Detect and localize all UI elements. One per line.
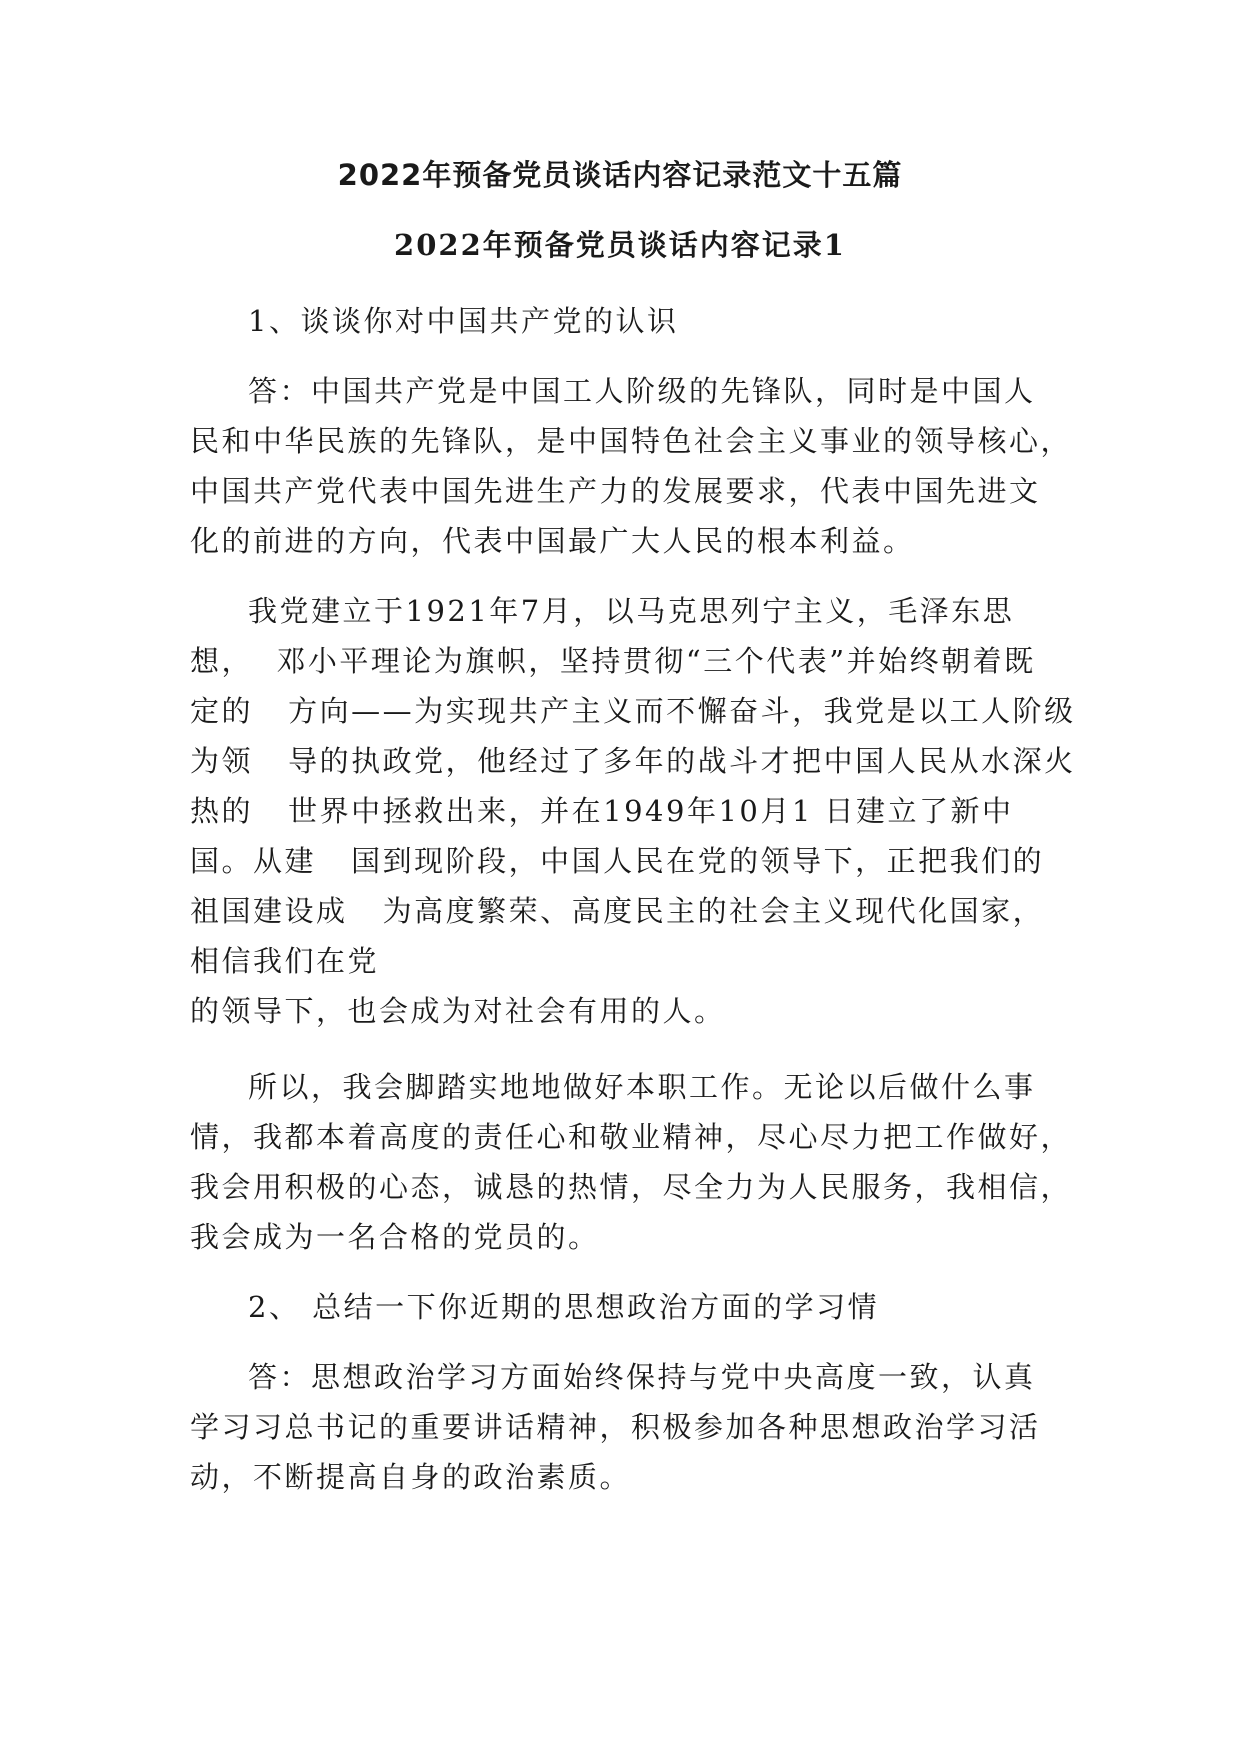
history-line: 热的 世界中拯救出来，并在1949年10月1 日建立了新中 [190, 794, 1014, 828]
resolve-line: 所以，我会脚踏实地地做好本职工作。无论以后做什么事 [248, 1070, 1036, 1104]
history-line: 我党建立于1921年7月，以马克思列宁主义，毛泽东思 [248, 594, 1015, 628]
answer-2-line: 答：思想政治学习方面始终保持与党中央高度一致，认真 [248, 1360, 1036, 1394]
history-line: 定的 方向——为实现共产主义而不懈奋斗，我党是以工人阶级 [190, 694, 1076, 728]
answer-2-line: 动，不断提高自身的政治素质。 [190, 1460, 632, 1494]
question-1: 1、谈谈你对中国共产党的认识 [248, 304, 679, 338]
history-line: 祖国建设成 为高度繁荣、高度民主的社会主义现代化国家， [190, 894, 1045, 928]
question-2: 2、 总结一下你近期的思想政治方面的学习情 [248, 1290, 880, 1324]
history-line: 想， 邓小平理论为旗帜，坚持贯彻“三个代表”并始终朝着既 [190, 644, 1036, 678]
history-line: 相信我们在党 [190, 944, 380, 978]
answer-1-line: 中国共产党代表中国先进生产力的发展要求，代表中国先进文 [190, 474, 1041, 508]
answer-2-line: 学习习总书记的重要讲话精神，积极参加各种思想政治学习活 [190, 1410, 1041, 1444]
answer-1-line: 民和中华民族的先锋队，是中国特色社会主义事业的领导核心， [190, 424, 1073, 458]
history-line: 为领 导的执政党，他经过了多年的战斗才把中国人民从水深火 [190, 744, 1076, 778]
answer-1-line: 化的前进的方向，代表中国最广大人民的根本利益。 [190, 524, 915, 558]
resolve-line: 我会成为一名合格的党员的。 [190, 1220, 600, 1254]
resolve-line: 我会用积极的心态，诚恳的热情，尽全力为人民服务，我相信， [190, 1170, 1073, 1204]
history-line: 国。从建 国到现阶段，中国人民在党的领导下，正把我们的 [190, 844, 1045, 878]
document-title: 2022年预备党员谈话内容记录范文十五篇 [337, 158, 903, 192]
document-subtitle: 2022年预备党员谈话内容记录1 [394, 228, 846, 262]
resolve-line: 情，我都本着高度的责任心和敬业精神，尽心尽力把工作做好， [190, 1120, 1073, 1154]
history-line: 的领导下，也会成为对社会有用的人。 [190, 994, 726, 1028]
answer-1-line: 答：中国共产党是中国工人阶级的先锋队，同时是中国人 [248, 374, 1036, 408]
document-body [190, 296, 1080, 1502]
